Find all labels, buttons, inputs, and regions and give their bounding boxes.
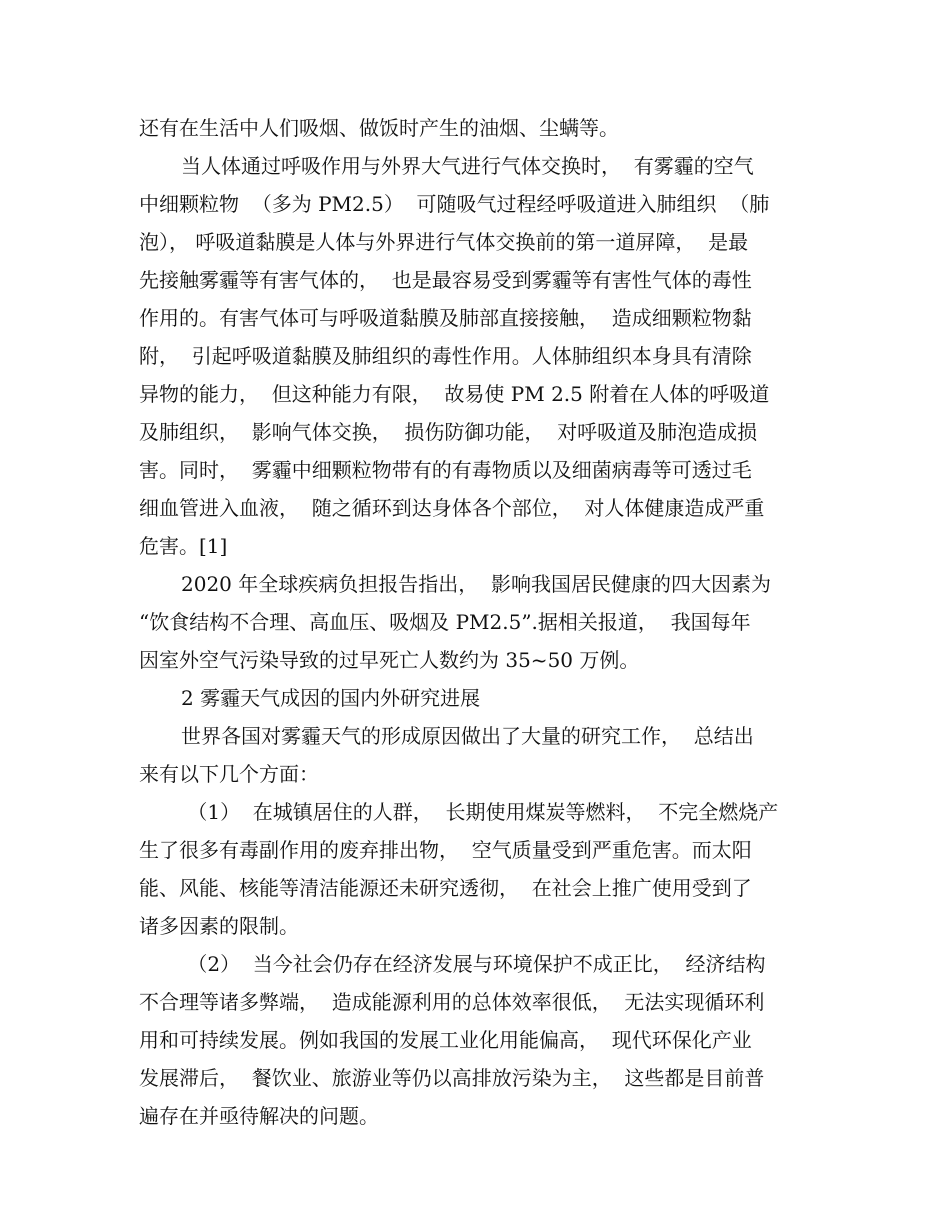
text-line: 作用的。有害气体可与呼吸道黏膜及肺部直接接触， 造成细颗粒物黏: [139, 306, 752, 330]
text-line: 及肺组织， 影响气体交换， 损伤防御功能， 对呼吸道及肺泡造成损: [139, 420, 758, 444]
text-line: 能、风能、核能等清洁能源还未研究透彻， 在社会上推广使用受到了: [139, 876, 752, 900]
text-line: 2020 年全球疾病负担报告指出， 影响我国居民健康的四大因素为: [181, 572, 771, 596]
text-line: 害。同时， 雾霾中细颗粒物带有的有毒物质以及细菌病毒等可透过毛: [139, 458, 752, 482]
text-line: 因室外空气污染导致的过早死亡人数约为 35~50 万例。: [139, 648, 640, 672]
text-line: 当人体通过呼吸作用与外界大气进行气体交换时， 有雾霾的空气: [181, 154, 754, 178]
text-line: 遍存在并亟待解决的问题。: [139, 1104, 379, 1128]
text-line: 细血管进入血液， 随之循环到达身体各个部位， 对人体健康造成严重: [139, 496, 765, 520]
text-line: 发展滞后， 餐饮业、旅游业等仍以高排放污染为主， 这些都是目前普: [139, 1066, 765, 1090]
text-line: 危害。[1]: [139, 534, 228, 558]
text-line: 泡）， 呼吸道黏膜是人体与外界进行气体交换前的第一道屏障， 是最: [139, 230, 749, 254]
document-page: [139, 109, 819, 1135]
text-line: 先接触雾霾等有害气体的， 也是最容易受到雾霾等有害性气体的毒性: [139, 268, 752, 292]
text-line: 诸多因素的限制。: [139, 914, 299, 938]
text-line: 还有在生活中人们吸烟、做饭时产生的油烟、尘螨等。: [139, 116, 619, 140]
text-line: 用和可持续发展。例如我国的发展工业化用能偏高， 现代环保化产业: [139, 1028, 752, 1052]
text-line: 不合理等诸多弊端， 造成能源利用的总体效率很低， 无法实现循环利: [139, 990, 765, 1014]
text-line: （2） 当今社会仍存在经济发展与环境保护不成正比， 经济结构: [181, 952, 766, 976]
text-line: 世界各国对雾霾天气的形成原因做出了大量的研究工作， 总结出: [181, 724, 754, 748]
text-line: “饮食结构不合理、高血压、吸烟及 PM2.5”.据相关报道， 我国每年: [139, 610, 751, 634]
text-line: 异物的能力， 但这种能力有限， 故易使 PM 2.5 附着在人体的呼吸道: [139, 382, 770, 406]
text-line: 来有以下几个方面：: [139, 762, 319, 786]
text-line: （1） 在城镇居住的人群， 长期使用煤炭等燃料， 不完全燃烧产: [181, 800, 779, 824]
text-line: 中细颗粒物 （多为 PM2.5） 可随吸气过程经呼吸道进入肺组织 （肺: [139, 192, 770, 216]
text-line: 生了很多有毒副作用的废弃排出物， 空气质量受到严重危害。而太阳: [139, 838, 752, 862]
text-line: 2 雾霾天气成因的国内外研究进展: [181, 686, 481, 710]
text-line: 附， 引起呼吸道黏膜及肺组织的毒性作用。人体肺组织本身具有清除: [139, 344, 752, 368]
